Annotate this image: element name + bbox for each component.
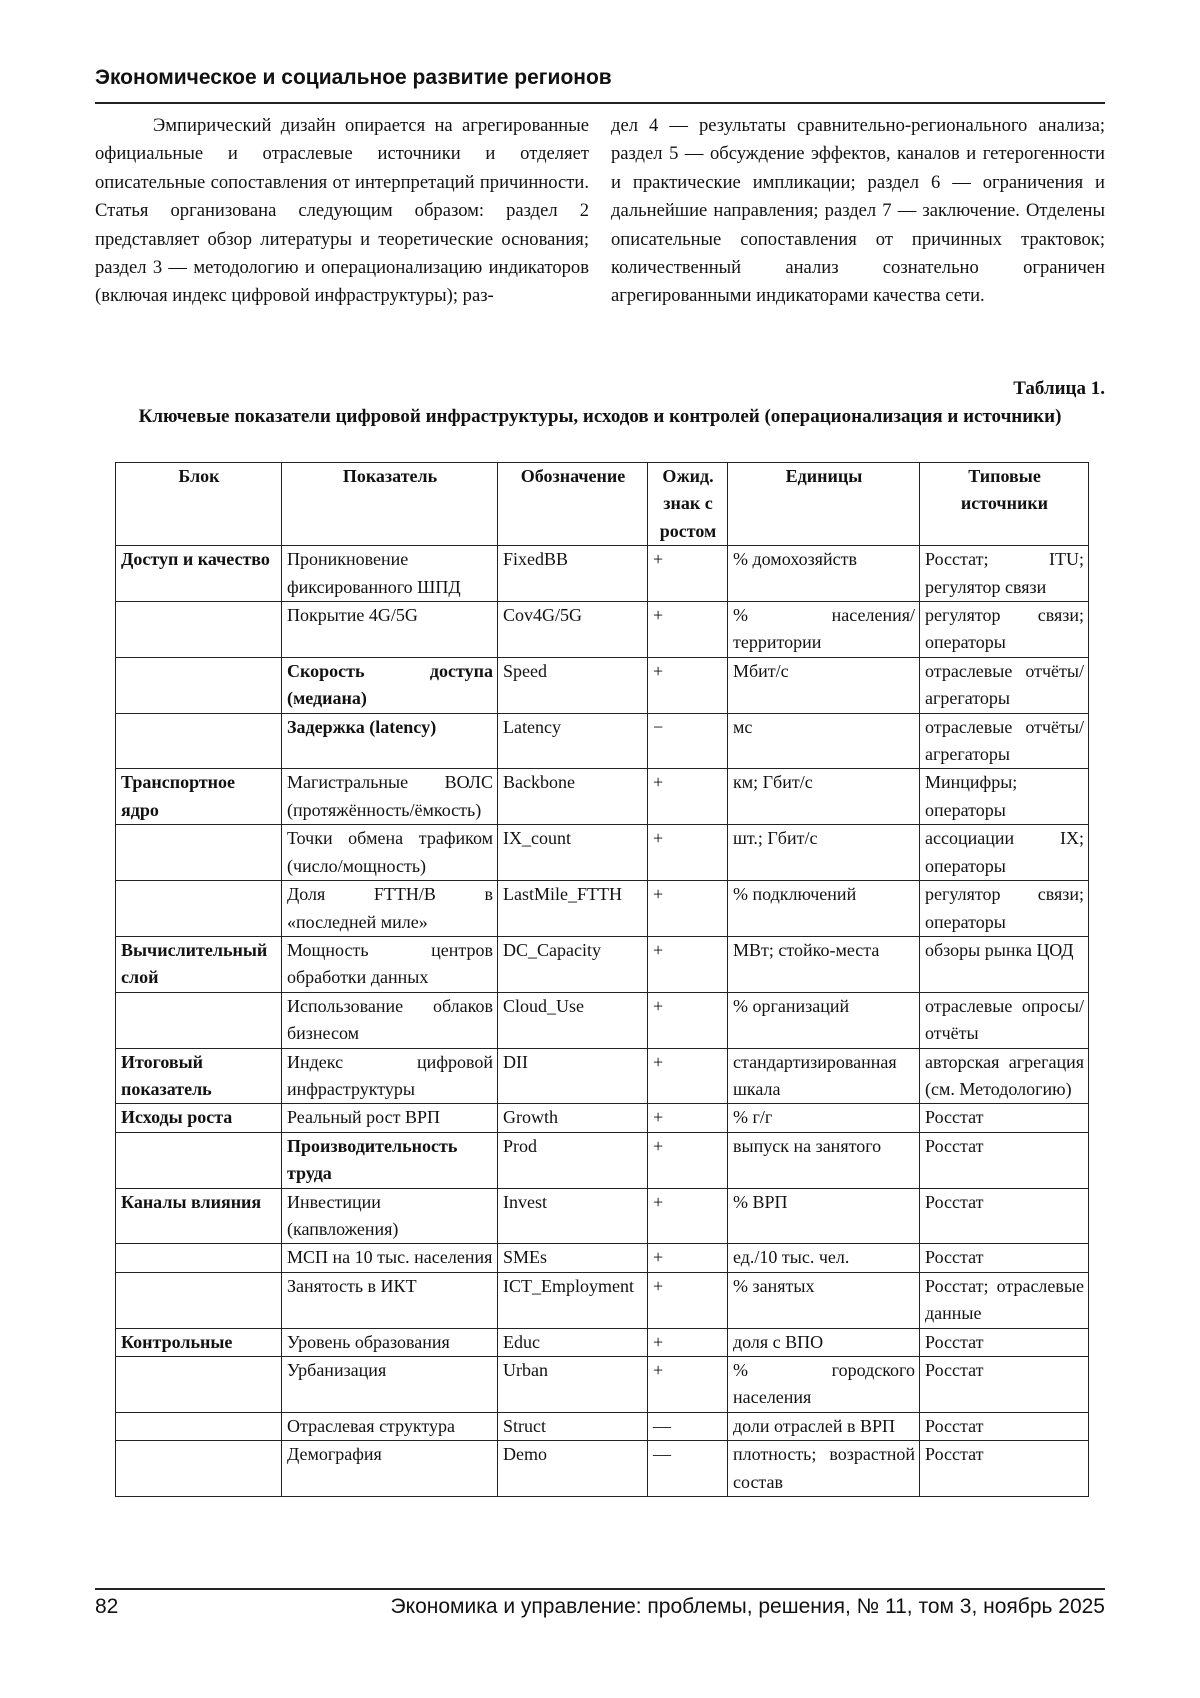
cell-indicator: Индекс цифровой инфраструктуры bbox=[282, 1048, 498, 1104]
table-row bbox=[116, 881, 1089, 937]
cell-sign: + bbox=[648, 769, 728, 825]
cell-code: Cov4G/5G bbox=[498, 602, 648, 658]
cell-sources: Росстат bbox=[920, 1132, 1089, 1188]
cell-block bbox=[116, 992, 282, 1048]
cell-block: Контрольные bbox=[116, 1328, 282, 1356]
cell-indicator: Проникновение фиксированного ШПД bbox=[282, 546, 498, 602]
cell-indicator: Отраслевая структура bbox=[282, 1412, 498, 1440]
cell-sign: + bbox=[648, 602, 728, 658]
cell-indicator: Урбанизация bbox=[282, 1357, 498, 1413]
cell-sign: + bbox=[648, 1272, 728, 1328]
cell-indicator: Магистральные ВОЛС (протяжённость/ёмкость) bbox=[282, 769, 498, 825]
cell-sign: − bbox=[648, 713, 728, 769]
table-row bbox=[116, 1328, 1089, 1356]
table-row bbox=[116, 602, 1089, 658]
cell-units: % занятых bbox=[728, 1272, 920, 1328]
cell-sources: Росстат bbox=[920, 1244, 1089, 1272]
cell-indicator: Доля FTTH/B в «последней миле» bbox=[282, 881, 498, 937]
cell-block: Транспортное ядро bbox=[116, 769, 282, 825]
table-row bbox=[116, 1272, 1089, 1328]
cell-block bbox=[116, 1272, 282, 1328]
cell-units: % домохозяйств bbox=[728, 546, 920, 602]
cell-indicator: Демография bbox=[282, 1441, 498, 1497]
footer-rule bbox=[95, 1588, 1105, 1590]
cell-block bbox=[116, 825, 282, 881]
cell-sign: + bbox=[648, 881, 728, 937]
table-row bbox=[116, 657, 1089, 713]
cell-indicator: МСП на 10 тыс. населения bbox=[282, 1244, 498, 1272]
cell-units: Мбит/с bbox=[728, 657, 920, 713]
cell-sign: + bbox=[648, 1132, 728, 1188]
cell-indicator: Производительность труда bbox=[282, 1132, 498, 1188]
cell-sources: Росстат bbox=[920, 1357, 1089, 1413]
cell-code: FixedBB bbox=[498, 546, 648, 602]
cell-indicator: Уровень образования bbox=[282, 1328, 498, 1356]
cell-units: плотность; возрастной состав bbox=[728, 1441, 920, 1497]
header-cell: Показатель bbox=[282, 463, 498, 546]
cell-code: Cloud_Use bbox=[498, 992, 648, 1048]
cell-sources: отраслевые отчёты/агрегаторы bbox=[920, 713, 1089, 769]
cell-block bbox=[116, 657, 282, 713]
paragraph-right: дел 4 — результаты сравнительно-регионального анализа; раздел 5 — обсуждение эффектов, каналов и гетерогенности и практические импликации; раздел 6 — ограничения и дальнейшие направления; раздел 7 — заключение. Отделены описательные сопоставления от причинных трактовок; количественный анализ сознательно ограничен агрегированными индикаторами качества сети. bbox=[611, 115, 1105, 307]
cell-code: IX_count bbox=[498, 825, 648, 881]
cell-units: % ВРП bbox=[728, 1188, 920, 1244]
cell-sources: регулятор связи; операторы bbox=[920, 602, 1089, 658]
cell-units: % г/г bbox=[728, 1104, 920, 1132]
cell-sign: + bbox=[648, 936, 728, 992]
cell-units: доли отраслей в ВРП bbox=[728, 1412, 920, 1440]
table-header-row bbox=[116, 463, 1089, 546]
header-cell: Единицы bbox=[728, 463, 920, 546]
text-column-right bbox=[611, 112, 1105, 311]
cell-units: выпуск на занятого bbox=[728, 1132, 920, 1188]
cell-block bbox=[116, 1132, 282, 1188]
cell-sign: + bbox=[648, 1328, 728, 1356]
cell-sign: + bbox=[648, 1357, 728, 1413]
cell-sources: Минцифры; операторы bbox=[920, 769, 1089, 825]
cell-block: Вычислительный слой bbox=[116, 936, 282, 992]
cell-units: % населения/территории bbox=[728, 602, 920, 658]
cell-block: Каналы влияния bbox=[116, 1188, 282, 1244]
table-row bbox=[116, 992, 1089, 1048]
table-row bbox=[116, 936, 1089, 992]
cell-code: Demo bbox=[498, 1441, 648, 1497]
header-cell: Типовые источники bbox=[920, 463, 1089, 546]
cell-indicator: Покрытие 4G/5G bbox=[282, 602, 498, 658]
table-row bbox=[116, 1188, 1089, 1244]
header-cell: Ожид. знак с ростом bbox=[648, 463, 728, 546]
cell-sources: обзоры рынка ЦОД bbox=[920, 936, 1089, 992]
cell-units: % организаций bbox=[728, 992, 920, 1048]
cell-indicator: Мощность центров обработки данных bbox=[282, 936, 498, 992]
cell-sign: + bbox=[648, 1188, 728, 1244]
cell-indicator: Задержка (latency) bbox=[282, 713, 498, 769]
cell-sign: + bbox=[648, 546, 728, 602]
cell-block bbox=[116, 1244, 282, 1272]
cell-code: Invest bbox=[498, 1188, 648, 1244]
cell-sources: Росстат bbox=[920, 1441, 1089, 1497]
table-row bbox=[116, 769, 1089, 825]
table-row bbox=[116, 1357, 1089, 1413]
table-row bbox=[116, 546, 1089, 602]
header-cell: Блок bbox=[116, 463, 282, 546]
cell-code: Latency bbox=[498, 713, 648, 769]
cell-sign: + bbox=[648, 1048, 728, 1104]
table-row bbox=[116, 1441, 1089, 1497]
running-title: Экономическое и социальное развитие регионов bbox=[95, 66, 612, 89]
cell-code: Urban bbox=[498, 1357, 648, 1413]
cell-indicator: Использование облаков бизнесом bbox=[282, 992, 498, 1048]
journal-citation: Экономика и управление: проблемы, решения, № 11, том 3, ноябрь 2025 bbox=[390, 1595, 1105, 1618]
cell-block: Исходы роста bbox=[116, 1104, 282, 1132]
cell-sources: Росстат bbox=[920, 1328, 1089, 1356]
cell-block: Доступ и качество bbox=[116, 546, 282, 602]
cell-units: ед./10 тыс. чел. bbox=[728, 1244, 920, 1272]
header-rule bbox=[95, 102, 1105, 104]
cell-sources: Росстат bbox=[920, 1188, 1089, 1244]
table-row bbox=[116, 825, 1089, 881]
cell-code: Backbone bbox=[498, 769, 648, 825]
cell-code: LastMile_FTTH bbox=[498, 881, 648, 937]
cell-indicator: Инвестиции (капвложения) bbox=[282, 1188, 498, 1244]
cell-units: % подключений bbox=[728, 881, 920, 937]
table-row bbox=[116, 1132, 1089, 1188]
cell-code: Prod bbox=[498, 1132, 648, 1188]
cell-sources: Росстат bbox=[920, 1104, 1089, 1132]
cell-indicator: Скорость доступа (медиана) bbox=[282, 657, 498, 713]
cell-sign: — bbox=[648, 1412, 728, 1440]
cell-sources: отраслевые отчёты/агрегаторы bbox=[920, 657, 1089, 713]
table-number: Таблица 1. bbox=[1013, 378, 1105, 399]
text-column-left bbox=[95, 112, 589, 311]
page-number: 82 bbox=[95, 1595, 119, 1618]
indicator-table bbox=[115, 462, 1089, 1497]
cell-block bbox=[116, 602, 282, 658]
cell-sign: + bbox=[648, 1244, 728, 1272]
cell-block bbox=[116, 713, 282, 769]
cell-code: SMEs bbox=[498, 1244, 648, 1272]
cell-units: доля с ВПО bbox=[728, 1328, 920, 1356]
cell-sources: регулятор связи; операторы bbox=[920, 881, 1089, 937]
cell-code: DII bbox=[498, 1048, 648, 1104]
cell-sources: Росстат; отраслевые данные bbox=[920, 1272, 1089, 1328]
cell-units: шт.; Гбит/с bbox=[728, 825, 920, 881]
header-cell: Обозначение bbox=[498, 463, 648, 546]
cell-units: % городского населения bbox=[728, 1357, 920, 1413]
cell-units: стандартизированная шкала bbox=[728, 1048, 920, 1104]
cell-indicator: Точки обмена трафиком (число/мощность) bbox=[282, 825, 498, 881]
cell-code: Growth bbox=[498, 1104, 648, 1132]
cell-sign: + bbox=[648, 825, 728, 881]
cell-sources: ассоциации IX; операторы bbox=[920, 825, 1089, 881]
cell-block bbox=[116, 881, 282, 937]
cell-units: МВт; стойко-места bbox=[728, 936, 920, 992]
cell-sign: + bbox=[648, 992, 728, 1048]
cell-sign: — bbox=[648, 1441, 728, 1497]
cell-code: Struct bbox=[498, 1412, 648, 1440]
paragraph-left: Эмпирический дизайн опирается на агрегированные официальные и отраслевые источники и отделяет описательные сопоставления от интерпретаций причинности. Статья организована следующим образом: раздел 2 представляет обзор литературы и теоретические основания; раздел 3 — методологию и операционализацию индикаторов (включая индекс цифровой инфраструктуры); раз- bbox=[95, 115, 589, 307]
cell-block bbox=[116, 1412, 282, 1440]
cell-sources: отраслевые опросы/отчёты bbox=[920, 992, 1089, 1048]
cell-code: ICT_Employment bbox=[498, 1272, 648, 1328]
cell-units: мс bbox=[728, 713, 920, 769]
cell-block bbox=[116, 1441, 282, 1497]
cell-sign: + bbox=[648, 1104, 728, 1132]
cell-indicator: Занятость в ИКТ bbox=[282, 1272, 498, 1328]
cell-units: км; Гбит/с bbox=[728, 769, 920, 825]
cell-indicator: Реальный рост ВРП bbox=[282, 1104, 498, 1132]
table-title: Ключевые показатели цифровой инфраструктуры, исходов и контролей (операционализация и источники) bbox=[138, 406, 1062, 427]
table-row bbox=[116, 713, 1089, 769]
cell-sources: Росстат; ITU; регулятор связи bbox=[920, 546, 1089, 602]
table-row bbox=[116, 1244, 1089, 1272]
cell-sources: авторская агрегация (см. Методологию) bbox=[920, 1048, 1089, 1104]
cell-block: Итоговый показатель bbox=[116, 1048, 282, 1104]
cell-block bbox=[116, 1357, 282, 1413]
cell-code: Speed bbox=[498, 657, 648, 713]
table-row bbox=[116, 1412, 1089, 1440]
cell-code: Educ bbox=[498, 1328, 648, 1356]
table-row bbox=[116, 1048, 1089, 1104]
cell-sign: + bbox=[648, 657, 728, 713]
cell-sources: Росстат bbox=[920, 1412, 1089, 1440]
cell-code: DC_Capacity bbox=[498, 936, 648, 992]
table-row bbox=[116, 1104, 1089, 1132]
